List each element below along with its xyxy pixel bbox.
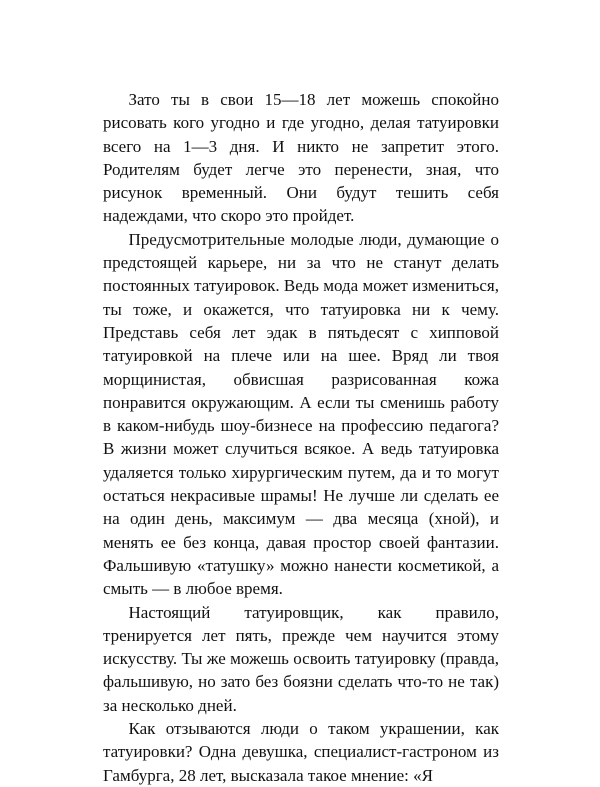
paragraph-3: Настоящий татуировщик, как правило, тренируется лет пять, прежде чем научится этому искусству. Ты же можешь освоить татуировку (правда, фальшивую, но зато без боязни сделать что-то не так) за несколько дней. (103, 602, 499, 715)
paragraph-2: Предусмотрительные молодые люди, думающие о предстоящей карьере, ни за что не станут делать постоянных татуировок. Ведь мода может измениться, ты тоже, и окажется, что татуировка ни к чему. Представь себя лет эдак в пятьдесят с хипповой татуировкой на плече или на шее. Вряд ли твоя морщинистая, обвисшая разрисованная кожа понравится окружающим. А если ты сменишь работу в каком-нибудь шоу-бизнесе на профессию педагога? В жизни может случиться всякое. А ведь татуировка удаляется только хирургическим путем, да и то могут остаться некрасивые шрамы! Не лучше ли сделать ее на один день, максимум — два месяца (хной), и менять ее без конца, давая простор своей фантазии. Фальшивую «татушку» можно нанести косметикой, а смыть — в любое время. (103, 229, 499, 599)
paragraph-1: Зато ты в свои 15—18 лет можешь спокойно рисовать кого угодно и где угодно, делая татуировки всего на 1—3 дня. И никто не запретит этого. Родителям будет легче это перенести, зная, что рисунок временный. Они будут тешить себя надеждами, что скоро это пройдет. (103, 90, 499, 226)
paragraph-4: Как отзываются люди о таком украшении, как татуировки? Одна девушка, специалист-гастроном из Гамбурга, 28 лет, высказала такое мнение: «Я (103, 719, 499, 785)
document-page (103, 88, 499, 787)
